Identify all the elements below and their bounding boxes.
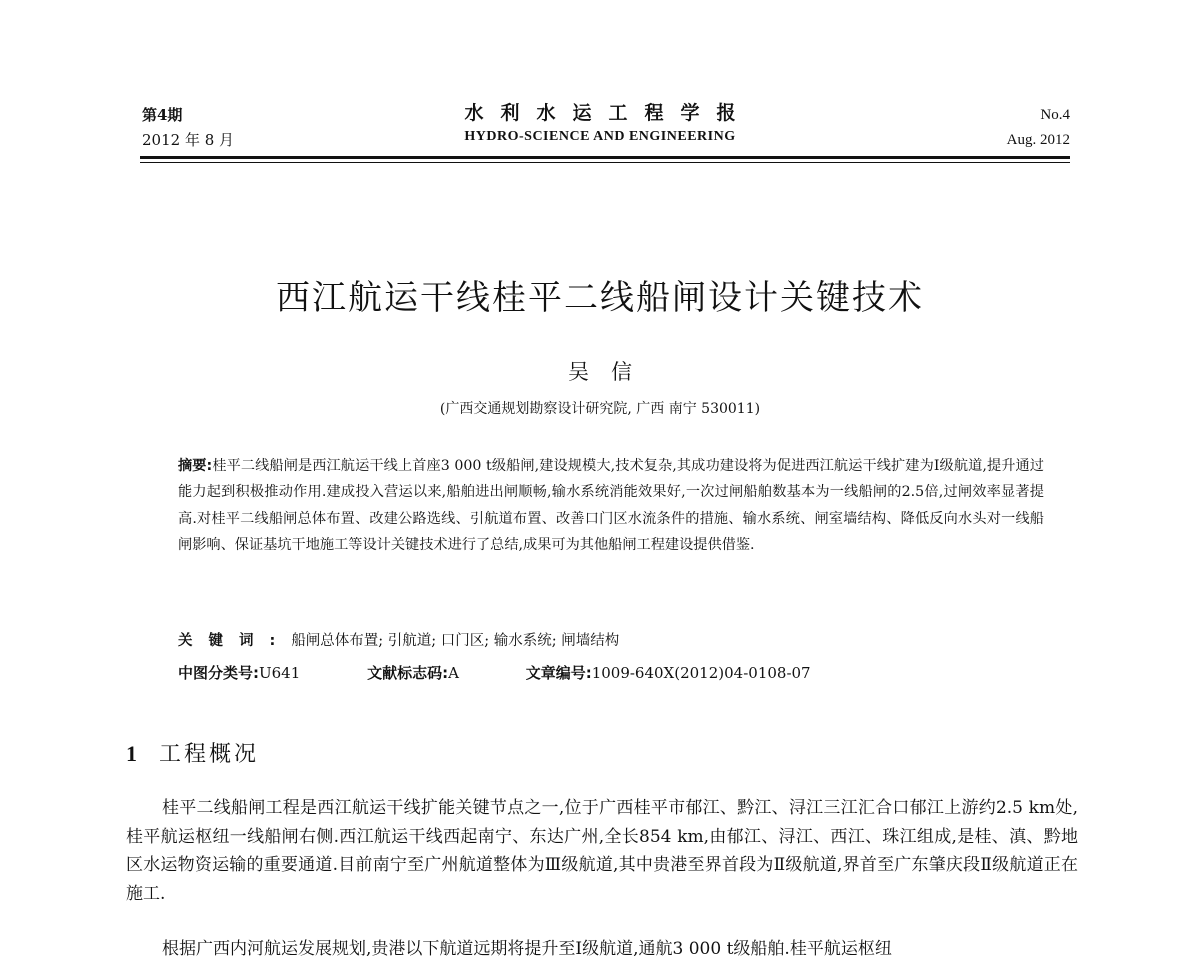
header-rule-thick (140, 156, 1070, 159)
classification-line (178, 661, 811, 685)
header-issue-en-block (1007, 103, 1070, 153)
author-affiliation: (广西交通规划勘察设计研究院, 广西 南宁 530011) (439, 401, 761, 417)
abstract-text: 桂平二线船闸是西江航运干线上首座3 000 t级船闸,建设规模大,技术复杂,其成功建设将为促进西江航运干线扩建为Ⅰ级航道,提升通过能力起到积极推动作用.建成投入营运以来,船舶进出闸顺畅,输水系统消能效果好,一次过闸船舶数基本为一线船闸的2.5倍,过闸效率显著提高.对桂平二线船闸总体布置、改建公路选线、引航道布置、改善口门区水流条件的措施、输水系统、闸室墙结构、降低反向水头对一线船闸影响、保证基坑干地施工等设计关键技术进行了总结,成果可为其他船闸工程建设提供借鉴. (178, 458, 1044, 553)
doc-code-item (367, 661, 459, 685)
section-title: 工程概况 (159, 742, 260, 767)
section-heading-1 (126, 738, 259, 771)
issue-number-en: No.4 (1040, 107, 1070, 123)
article-no-label: 文章编号: (525, 664, 592, 682)
clc-label: 中图分类号: (178, 664, 259, 682)
article-author: 吴信 (568, 360, 654, 384)
issue-date-en: Aug. 2012 (1006, 132, 1070, 148)
section-number: 1 (126, 741, 137, 766)
journal-title-block (300, 100, 900, 147)
journal-name-en: HYDRO-SCIENCE AND ENGINEERING (464, 129, 736, 144)
clc-value: U641 (259, 664, 301, 682)
header-rule-thin (140, 162, 1070, 163)
article-no-item (526, 661, 811, 685)
issue-number-cn: 第4期 (142, 106, 183, 124)
abstract-label: 摘要: (178, 458, 213, 474)
clc-item (178, 661, 300, 685)
article-no-value: 1009-640X(2012)04-0108-07 (591, 664, 811, 682)
header-issue-block (142, 103, 234, 153)
body-paragraph-1: 桂平二线船闸工程是西江航运干线扩能关键节点之一,位于广西桂平市郁江、黔江、浔江三江汇合口郁江上游约2.5 km处,桂平航运枢纽一线船闸右侧.西江航运干线西起南宁、东达广州,全长854 km,由郁江、浔江、西江、珠江组成,是桂、滇、黔地区水运物资运输的重要通道.目前南宁至广州航道整体为Ⅲ级航道,其中贵港至界首段为Ⅱ级航道,界首至广东肇庆段Ⅱ级航道正在施工. (126, 798, 1078, 904)
issue-date-cn: 2012 年 8 月 (142, 131, 235, 149)
article-title: 西江航运干线桂平二线船闸设计关键技术 (276, 278, 924, 318)
journal-name-cn: 水利水运工程学报 (464, 102, 753, 124)
keywords (178, 629, 619, 653)
keywords-label: 关键词: (178, 633, 292, 649)
keywords-text: 船闸总体布置; 引航道; 口门区; 输水系统; 闸墙结构 (291, 633, 620, 649)
doc-code-value: A (448, 664, 459, 682)
abstract (178, 453, 1044, 558)
doc-code-label: 文献标志码: (367, 664, 449, 682)
body-paragraph-2: 根据广西内河航运发展规划,贵港以下航道远期将提升至Ⅰ级航道,通航3 000 t级船舶.桂平航运枢纽 (162, 939, 892, 959)
